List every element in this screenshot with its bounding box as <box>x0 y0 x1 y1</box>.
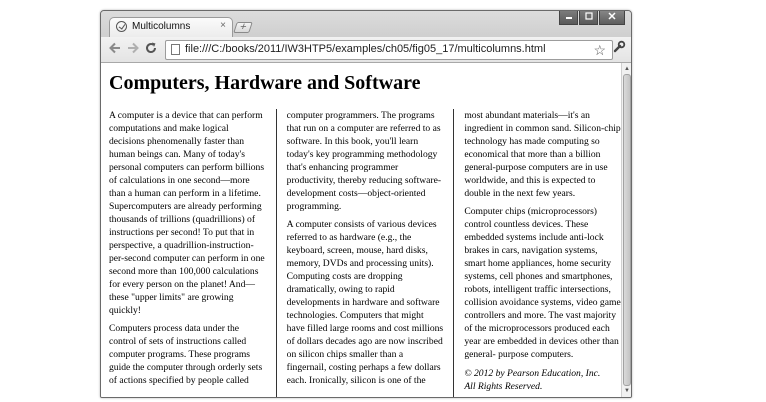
maximize-icon <box>585 12 593 20</box>
paragraph: A computer is a device that can perform computations and make logical decisions phenomenally faster than human beings can. Many of today's personal computers can perform billions of calculations in one second—more than a human can perform in a lifetime. Supercomputers are already performing thousands of trillions (quadrillions) of instructions per second! To put that in perspective, a quadrillion-instruction-per-second computer can perform in one second more than 100,000 calculations for every person on the planet! And—these "upper limits" are growing quickly! <box>109 110 265 316</box>
copyright-line-2: All Rights Reserved. <box>464 381 543 392</box>
copyright-line-1: © 2012 by Pearson Education, Inc. <box>464 368 601 379</box>
star-icon[interactable]: ☆ <box>593 42 606 58</box>
page-content <box>101 63 621 397</box>
reload-button[interactable] <box>143 41 159 57</box>
minimize-button[interactable] <box>559 11 578 25</box>
multicolumn-article <box>109 109 621 397</box>
vertical-scrollbar[interactable] <box>621 63 631 397</box>
forward-arrow-icon <box>126 41 140 55</box>
close-window-button[interactable] <box>599 11 625 25</box>
tab-title: Multicolumns <box>132 21 191 32</box>
wrench-icon <box>612 40 626 54</box>
new-tab-icon: + <box>237 21 249 33</box>
scrollbar-thumb[interactable] <box>623 74 631 386</box>
scroll-up-arrow-icon[interactable]: ▲ <box>624 66 630 72</box>
page-favicon-icon <box>116 21 127 32</box>
back-arrow-icon <box>108 41 122 55</box>
page-icon <box>171 44 180 55</box>
window-controls <box>559 11 625 27</box>
tab-close-icon[interactable]: × <box>220 20 226 31</box>
browser-toolbar <box>101 37 631 63</box>
browser-tab[interactable] <box>109 17 233 37</box>
wrench-menu-button[interactable] <box>611 40 627 58</box>
new-tab-button[interactable] <box>233 22 253 33</box>
address-bar[interactable] <box>165 40 613 60</box>
paragraph: A computer consists of various devices referred to as hardware (e.g., the keyboard, screen, mouse, hard disks, memory, DVDs and processing units). Computing costs are dropping dramatically, owing to rapid developments in hardware and software technologies. Computers that might have filled large rooms and cost millions of dollars decades ago are now inscribed on silicon chips smaller than a fingernail, costing perhaps a few dollars each. Ironically, silicon is one of the most abundant materials—it's an ingredient in common sand. Silicon-chip technology has made computing so economical that more than a billion general-purpose computers are in use worldwide, and this is expected to double in the next few years. <box>286 110 621 386</box>
minimize-icon <box>565 12 573 20</box>
browser-window <box>100 10 632 398</box>
scroll-down-arrow-icon[interactable]: ▼ <box>624 388 630 394</box>
back-button[interactable] <box>107 41 123 57</box>
url-text: file:///C:/books/2011/IW3HTP5/examples/ch05/fig05_17/multicolumns.html <box>185 43 546 55</box>
title-bar <box>101 11 631 37</box>
paragraph: Computers process data under the control of sets of instructions called computer programs. These programs guide the computer through orderly sets of actions specified by people called computer programmers. The programs that run on a computer are referred to as software. In this book, you'll learn today's key programming methodology that's enhancing programmer productivity, thereby reducing software-development costs—object-oriented programming. <box>109 110 442 386</box>
reload-icon <box>144 41 158 55</box>
maximize-button[interactable] <box>579 11 598 25</box>
paragraph: Computer chips (microprocessors) control countless devices. These embedded systems include anti-lock brakes in cars, navigation systems, smart home appliances, home security systems, cell phones and smartphones, robots, intelligent traffic intersections, collision avoidance systems, video game controllers and more. The vast majority of the microprocessors produced each year are embedded in devices other than general- purpose computers. <box>464 206 621 360</box>
close-icon <box>608 12 616 20</box>
page-title: Computers, Hardware and Software <box>109 72 421 94</box>
forward-button[interactable] <box>125 41 141 57</box>
copyright-notice <box>464 367 621 393</box>
